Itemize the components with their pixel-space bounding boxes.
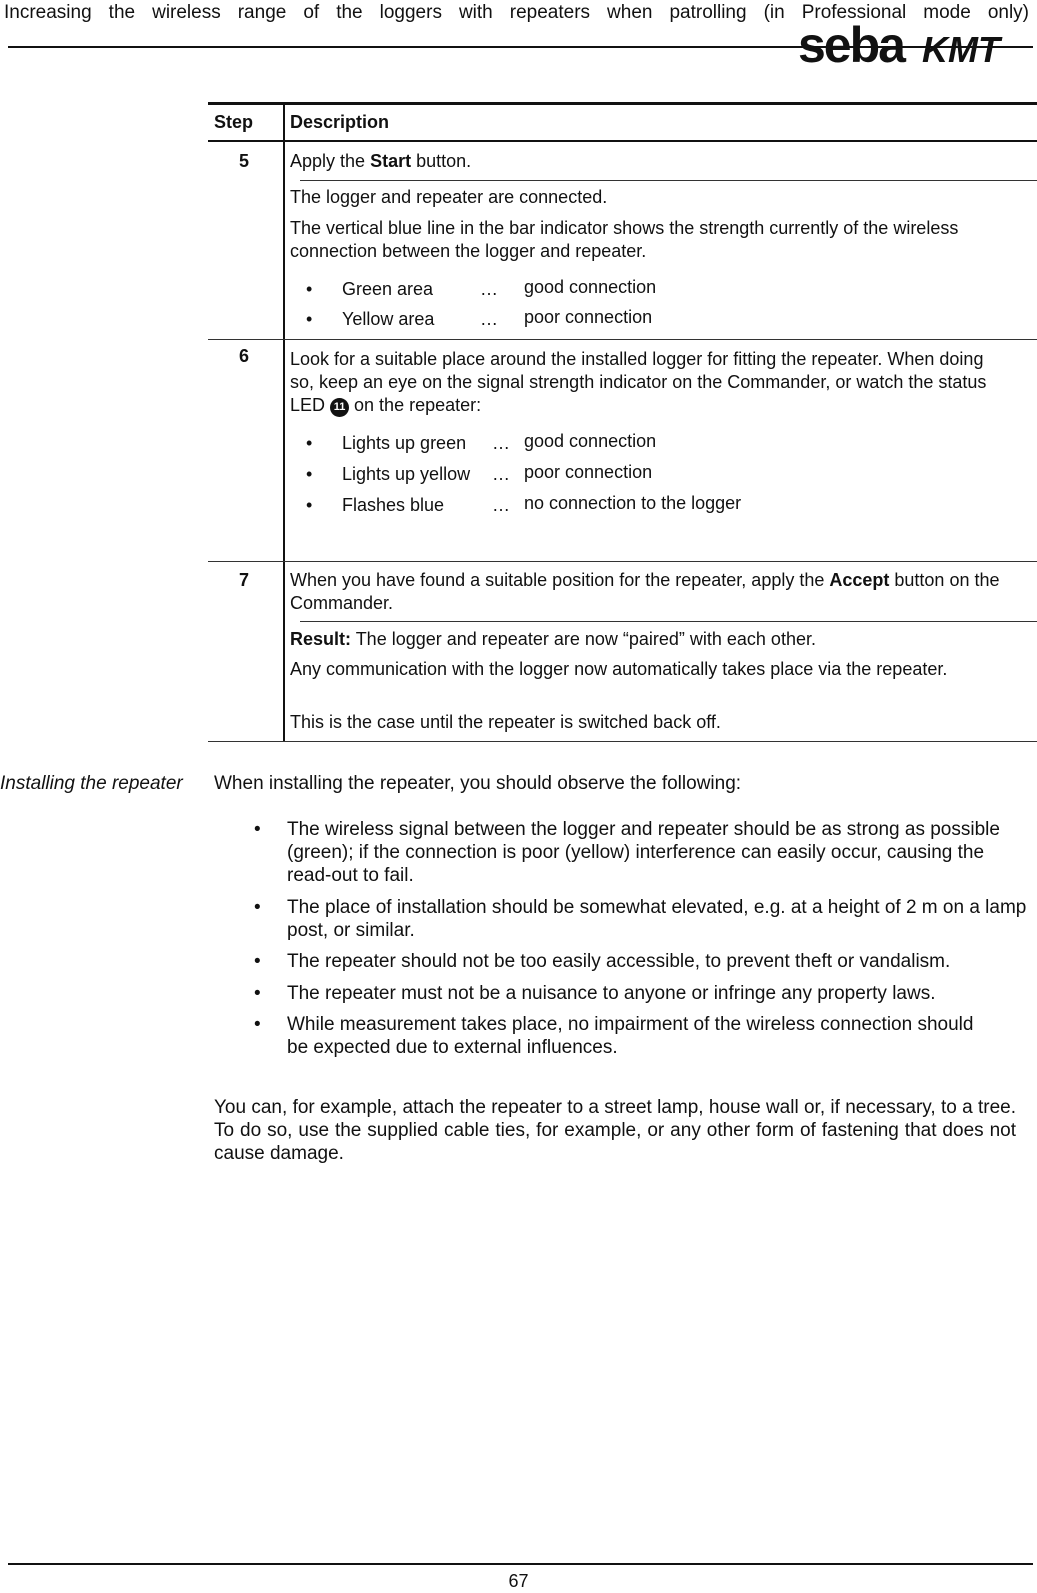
table-column-divider — [283, 102, 285, 742]
section-intro: When installing the repeater, you should observe the following: — [214, 773, 742, 794]
step-number: 6 — [238, 346, 249, 366]
logo-text-accent: KMT — [922, 29, 1000, 70]
step5-divider — [300, 180, 1037, 181]
step7-result: Result: The logger and repeater are now “paired” with each other. — [290, 629, 816, 649]
list-item: • Lights up green … good connection — [306, 431, 657, 453]
list-item: • Green area … good connection — [306, 277, 657, 299]
page-number: 67 — [508, 1571, 529, 1591]
side-heading: Installing the repeater — [0, 773, 183, 794]
list-item: • While measurement takes place, no impairment of the wireless connection should be expected due to external influences. — [254, 1014, 974, 1058]
header-step: Step — [214, 112, 254, 132]
closing-paragraph: You can, for example, attach the repeater to a street lamp, house wall or, if necessary, to a tree. To do so, use the supplied cable ties, for example, or any other form of fastening that does not cause damage. — [214, 1097, 1016, 1164]
step-number: 7 — [238, 570, 249, 590]
list-item: • The wireless signal between the logger and repeater should be as strong as possible (green); if the connection is poor (yellow) interference can easily occur, causing the read-out to fail. — [254, 819, 1000, 886]
header-description: Description — [290, 112, 390, 132]
step5-para1: The logger and repeater are connected. — [290, 187, 608, 207]
table-header-rule — [208, 140, 1037, 142]
step5-instruction: Apply the Start button. — [290, 151, 472, 171]
list-item: • Lights up yellow … poor connection — [306, 462, 653, 484]
row-divider — [208, 339, 1037, 340]
table-bottom-rule — [208, 741, 1037, 742]
status-led-badge: 11 — [330, 398, 349, 417]
steps-table — [208, 102, 1037, 742]
page-header-title: Increasing the wireless range of the loggers with repeaters when patrolling (in Professional mode only) — [4, 2, 1029, 23]
step7-para3: This is the case until the repeater is switched back off. — [290, 712, 721, 732]
step7-para2: Any communication with the logger now automatically takes place via the repeater. — [290, 659, 948, 679]
step7-instruction: When you have found a suitable position for the repeater, apply the Accept button on the Commander. — [290, 570, 1000, 613]
list-item: • The repeater should not be too easily accessible, to prevent theft or vandalism. — [254, 951, 951, 972]
list-item: • Flashes blue … no connection to the logger — [306, 493, 742, 515]
logo-text-main: seba — [798, 18, 904, 70]
sebakmt-logo — [798, 18, 1030, 70]
step-number: 5 — [238, 151, 249, 171]
step7-divider — [300, 621, 1037, 622]
list-item: • The repeater must not be a nuisance to anyone or infringe any property laws. — [254, 983, 936, 1004]
step5-para2: The vertical blue line in the bar indicator shows the strength currently of the wireless connection between the logger and repeater. — [290, 218, 959, 261]
list-item: • The place of installation should be somewhat elevated, e.g. at a height of 2 m on a lamp post, or similar. — [254, 897, 1027, 941]
table-top-rule — [208, 102, 1037, 105]
footer-divider — [8, 1563, 1033, 1565]
list-item: • Yellow area … poor connection — [306, 307, 653, 329]
step6-instruction: Look for a suitable place around the installed logger for fitting the repeater. When doing so, keep an eye on the signal strength indicator on the Commander, or watch the status LED 11 on the repeater: — [290, 349, 987, 415]
row-divider — [208, 561, 1037, 562]
